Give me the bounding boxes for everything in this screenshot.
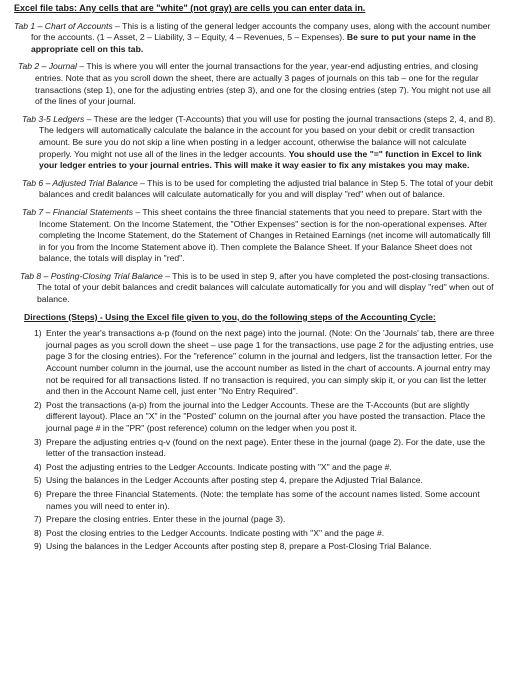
tab-1-description xyxy=(14,21,498,56)
tab-7-text: – This sheet contains the three financial statements that you need to prepare. Start with the Income Statement. On the Income Statement, the "Other Expenses" section is for the non-operational expenses. After completing the Income Statement, do the Statement of Changes in Retained Earnings (net income will automatically fill in for you from the Income Statement above it). Then complete the Balance Sheet. If your Balance Sheet does not balance, the totals will display in "red". xyxy=(39,206,491,264)
step-text: Prepare the three Financial Statements. (Note: the template has some of the account names listed. Some account names you will need to enter in). xyxy=(46,488,480,511)
step-number: 8) xyxy=(34,527,42,538)
step-text: Using the balances in the Ledger Accounts after posting step 8, prepare a Post-Closing Trial Balance. xyxy=(46,541,432,552)
step-text: Post the transactions (a-p) from the journal into the Ledger Accounts. These are the T-Accounts (but are slightly different layout). Place an "X" in the "Posted" column on the journal after you have posted the transaction. Place the journal page # in the "PR" (post reference) column on the ledger when you post it. xyxy=(46,399,486,433)
step-item xyxy=(34,541,498,553)
tab-1-bold-note: Be sure to put your name in the appropriate cell on this tab. xyxy=(31,32,476,54)
step-item xyxy=(34,400,498,435)
page-heading: Excel file tabs: Any cells that are "white" (not gray) are cells you can enter data in. xyxy=(14,3,366,13)
tab-8-text: – This is to be used in step 9, after you have completed the post-closing transactions. The total of your debit balances and credit balances will calculate automatically for you and will display "red" when out of balance. xyxy=(37,270,494,305)
step-text: Post the adjusting entries to the Ledger Accounts. Indicate posting with "X" and the page #. xyxy=(46,461,392,472)
step-text: Prepare the closing entries. Enter these in the journal (page 3). xyxy=(46,514,286,525)
tab-8-name: Tab 8 – Posting-Closing Trial Balance xyxy=(20,270,163,281)
step-item xyxy=(34,437,498,460)
step-number: 5) xyxy=(34,475,42,486)
step-item xyxy=(34,489,498,512)
tab-6-text: – This is to be used for completing the adjusted trial balance in Step 5. The total of your debit balances and credit balances will calculate automatically for you and will display "red" when out of balance. xyxy=(39,177,493,200)
tab-6-description xyxy=(22,178,498,201)
tab-2-text: – This is where you will enter the journal transactions for the year, year-end adjusting entries, and closing entries. Note that as you scroll down the sheet, there are actually 3 pages of journals on this tab – one for the regular transactions (step 1), one for the adjusting entries (step 3), and one for the closing entries (step 7). You might not use all of the lines of your journal. xyxy=(35,61,491,107)
tab-6-name: Tab 6 – Adjusted Trial Balance xyxy=(22,177,138,188)
step-item xyxy=(34,475,498,487)
step-text: Post the closing entries to the Ledger Accounts. Indicate posting with "X" and the page #. xyxy=(46,527,385,538)
tab-8-description xyxy=(20,271,498,306)
tab-3-5-description xyxy=(22,114,498,172)
tab-3-5-name: Tab 3-5 Ledgers xyxy=(22,113,85,124)
tab-1-text: – This is a listing of the general ledger accounts the company uses, along with the account number for the accounts. (1 – Asset, 2 – Liability, 3 – Equity, 4 – Revenues, 5 – Expenses). xyxy=(31,20,491,43)
directions-heading: Directions (Steps) - Using the Excel file given to you, do the following steps of the Accounting Cycle: xyxy=(24,311,436,322)
tab-7-description xyxy=(22,207,498,265)
step-text: Prepare the adjusting entries q-v (found on the next page). Enter these in the journal (page 2). For the date, use the letter of the transaction instead. xyxy=(46,436,486,459)
step-item xyxy=(34,462,498,474)
tab-3-5-bold-note: You should use the "=" function in Excel to link your ledger entries to your journal entries. This will make it way easier to fix any mistakes you may make. xyxy=(39,148,482,171)
tab-7-name: Tab 7 – Financial Statements xyxy=(22,206,133,217)
step-number: 3) xyxy=(34,436,42,447)
steps-list xyxy=(14,328,498,553)
step-number: 1) xyxy=(34,328,42,339)
step-text: Enter the year's transactions a-p (found on the next page) into the journal. (Note: On the 'Journals' tab, there are three journal pages as you scroll down the sheet – use page 1 for the transactions, use page 2 for the adjusting entries, use page 3 for the closing entries). For the "reference" column in the journal and ledgers, list the transaction letter. For the Account number column in the journal, use the account number as listed in the chart of accounts. A journal entry may not be required for all transactions listed. If no transaction is required, you can simply skip it, or you can list the letter and then in the Account Name cell, just enter "No Entry Required". xyxy=(46,328,495,397)
tab-2-description xyxy=(18,61,498,107)
step-text: Using the balances in the Ledger Accounts after posting step 4, prepare the Adjusted Trial Balance. xyxy=(46,475,423,486)
step-item xyxy=(34,328,498,398)
tab-1-name: Tab 1 – Chart of Accounts xyxy=(14,20,113,31)
step-number: 9) xyxy=(34,541,42,552)
step-number: 7) xyxy=(34,514,42,525)
tab-3-5-text: – These are the ledger (T-Accounts) that you will use for posting the journal transactions (steps 2, 4, and 8). The ledgers will automatically calculate the balance in the account for you based on your debit or credit transaction amount. Be sure you do not skip a line when posting in a ledger account, otherwise the balance will not calculate properly. You might not use all of the lines in the ledger accounts. xyxy=(39,113,496,159)
step-number: 6) xyxy=(34,488,42,499)
step-item xyxy=(34,514,498,526)
tab-2-name: Tab 2 – Journal xyxy=(18,61,77,72)
step-item xyxy=(34,528,498,540)
step-number: 4) xyxy=(34,461,42,472)
step-number: 2) xyxy=(34,399,42,410)
